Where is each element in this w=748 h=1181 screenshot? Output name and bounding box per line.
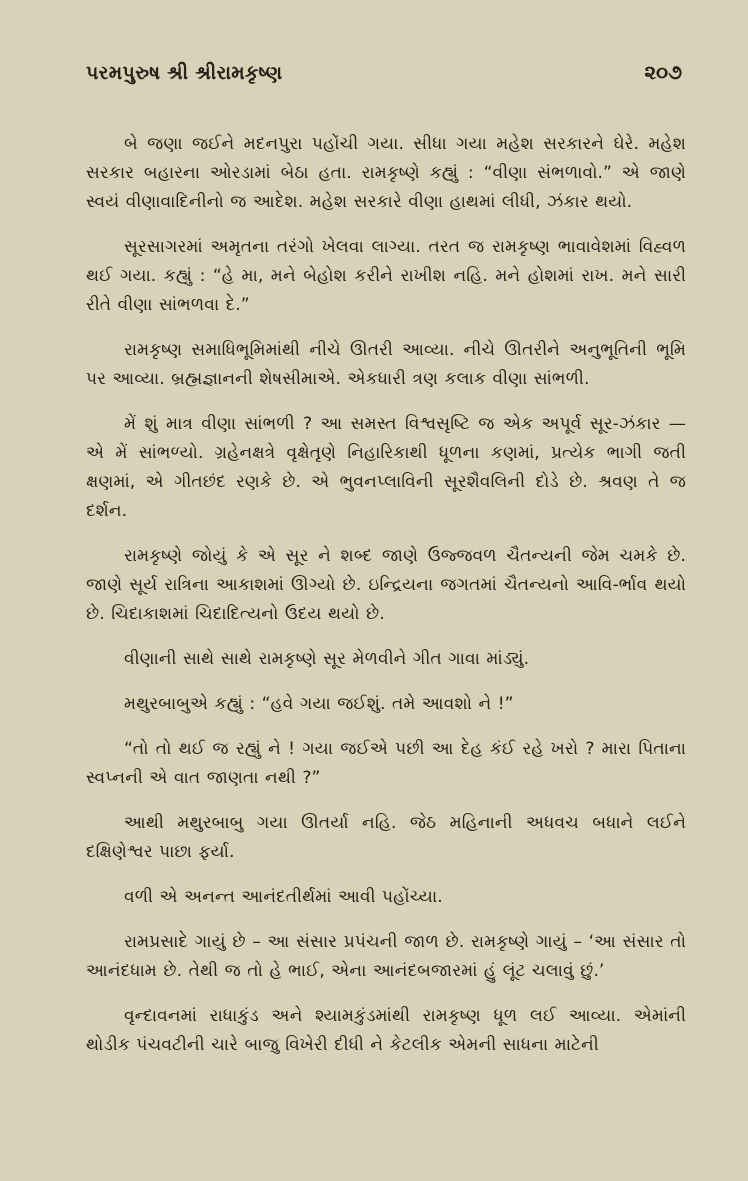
paragraph: આથી મથુરબાબુ ગયા ઊતર્યા નહિ. જેઠ મહિનાની અધવચ બધાને લઈને દક્ષિણેશ્વર પાછા ફર્યા. [86,813,686,862]
paragraph: બે જણા જઈને મદનપુરા પહોંચી ગયા. સીધા ગયા મહેશ સરકારને ઘેરે. મહેશ સરકાર બહારના ઓરડામાં બેઠા હતા. રામકૃષ્ણે કહ્યું : “વીણા સંભળાવો.” એ જાણે સ્વયં વીણાવાદિનીનો જ આદેશ. મહેશ સરકારે વીણા હાથમાં લીધી, ઝંકાર થયો. [86,134,686,212]
paragraph: મેં શું માત્ર વીણા સાંભળી ? આ સમસ્ત વિશ્વસૃષ્ટિ જ એક અપૂર્વ સૂર-ઝંકાર — એ મેં સાંભળ્યો. ગ્રહેનક્ષત્રે વૃક્ષેતૃણે નિહારિકાથી ધૂળના કણમાં, પ્રત્યેક ભાગી જતી ક્ષણમાં, એ ગીતછંદ રણકે છે. એ ભુવનપ્લાવિની સૂરશૈવલિની દોડે છે. શ્રવણ તે જ દર્શન. [86,414,686,521]
paragraph: રામપ્રસાદે ગાયું છે – આ સંસાર પ્રપંચની જાળ છે. રામકૃષ્ણે ગાયું – ‘આ સંસાર તો આનંદધામ છે. તેથી જ તો હે ભાઈ, એના આનંદબજારમાં હું લૂંટ ચલાવું છું.’ [86,932,686,981]
paragraph: મથુરબાબુએ કહ્યું : “હવે ગયા જઈશું. તમે આવશો ને !” [124,694,514,714]
page-header [86,60,686,100]
paragraph: વૃન્દાવનમાં રાધાકુંડ અને શ્યામકુંડમાંથી રામકૃષ્ણ ધૂળ લઈ આવ્યા. એમાંની થોડીક પંચવટીની ચારે બાજુ વિખેરી દીધી ને કેટલીક એમની સાધના માટેની [86,1006,686,1055]
paragraph: “તો તો થઈ જ રહ્યું ને ! ગયા જઈએ પછી આ દેહ કંઈ રહે ખરો ? મારા પિતાના સ્વપ્નની એ વાત જાણતા નથી ?” [86,739,686,788]
paragraph: વીણાની સાથે સાથે રામકૃષ્ણે સૂર મેળવીને ગીત ગાવા માંડ્યું. [124,649,530,669]
running-title: પરમપુરુષ શ્રી શ્રીરામકૃષ્ણ [86,62,283,84]
paragraph: સૂરસાગરમાં અમૃતના તરંગો ખેલવા લાગ્યા. તરત જ રામકૃષ્ણ ભાવાવેશમાં વિહ્વળ થઈ ગયા. કહ્યું : “હે મા, મને બેહોશ કરીને રાખીશ નહિ. મને હોશમાં રાખ. મને સારી રીતે વીણા સાંભળવા દે.” [86,237,686,315]
paragraph: રામકૃષ્ણ સમાધિભૂમિમાંથી નીચે ઊતરી આવ્યા. નીચે ઊતરીને અનુભૂતિની ભૂમિ પર આવ્યા. બ્રહ્મજ્ઞાનની શેષસીમાએ. એકધારી ત્રણ કલાક વીણા સાંભળી. [86,340,686,389]
paragraph: વળી એ અનન્ત આનંદતીર્થમાં આવી પહોંચ્યા. [124,887,443,907]
paragraph: રામકૃષ્ણે જોયું કે એ સૂર ને શબ્દ જાણે ઉજ્જવળ ચૈતન્યની જેમ ચમકે છે. જાણે સૂર્ય રાત્રિના આકાશમાં ઊગ્યો છે. ઇન્દ્રિયના જગતમાં ચૈતન્યનો આવિ-ર્ભાવ થયો છે. ચિદાકાશમાં ચિદાદિત્યનો ઉદય થયો છે. [86,546,686,624]
body-text [86,130,686,1060]
page-number: ૨૦૭ [644,60,682,84]
